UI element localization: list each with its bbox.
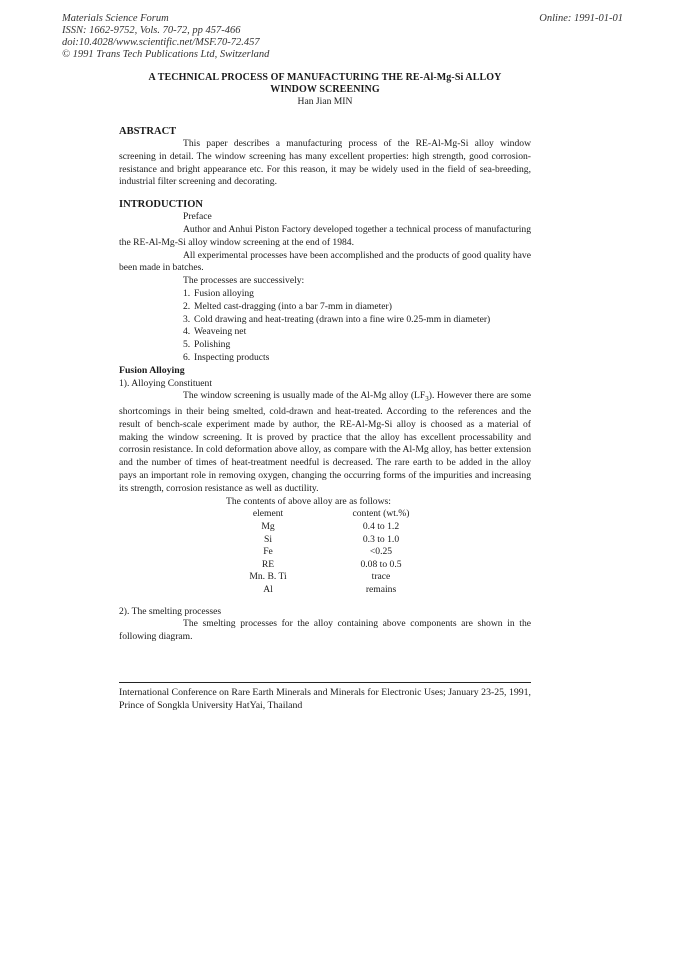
copyright-line: © 1991 Trans Tech Publications Ltd, Switzerland [62, 49, 270, 60]
list-item: 3. Cold drawing and heat-treating (drawn into a fine wire 0.25-mm in diameter) [183, 313, 491, 325]
table-header-row: element content (wt.%) [252, 508, 410, 520]
table-row: Mn. B. Ti trace [249, 571, 391, 583]
list-item: 2. Melted cast-dragging (into a bar 7-mm in diameter) [183, 300, 392, 312]
preface-label: Preface [183, 211, 212, 223]
alloying-constituent-subheading: 1). Alloying Constituent [119, 377, 213, 389]
issn-line: ISSN: 1662-9752, Vols. 70-72, pp 457-466 [62, 25, 241, 36]
smelting-paragraph: The smelting processes for the alloy containing above components are shown in the following diagram. [119, 618, 531, 643]
title-line-2: WINDOW SCREENING [270, 84, 380, 95]
steps-intro: The processes are successively: [183, 275, 305, 287]
smelting-subheading: 2). The smelting processes [119, 605, 222, 617]
author-name: Han Jian MIN [297, 96, 353, 107]
table-caption: The contents of above alloy are as follows: [226, 495, 391, 507]
table-row: Si 0.3 to 1.0 [263, 533, 400, 545]
paper-body [119, 72, 531, 644]
process-steps-list [119, 288, 531, 365]
table-row: RE 0.08 to 0.5 [261, 558, 402, 570]
journal-header [62, 13, 269, 61]
list-item: 1. Fusion alloying [183, 287, 254, 299]
abstract-text: This paper describes a manufacturing process of the RE-Al-Mg-Si alloy window screening in detail. The window screening has many excellent properties: high strength, good corrosion-resistance and bright appearance etc. For this reason, it may be widely used in the field of sea-breeding, industrial filter screening and decorating. [119, 138, 531, 188]
fusion-alloying-heading: Fusion Alloying [119, 364, 185, 376]
intro-paragraph-2: All experimental processes have been accomplished and the products of good quality have been made in batches. [119, 249, 531, 274]
conference-footnote: International Conference on Rare Earth Minerals and Minerals for Electronic Uses; January 23-25, 1991, Prince of Songkla University HatYai, Thailand [119, 687, 531, 711]
table-row: Fe <0.25 [263, 546, 393, 558]
abstract-heading: ABSTRACT [119, 126, 177, 137]
composition-table [235, 508, 461, 596]
footer-divider [119, 682, 531, 683]
alloying-paragraph: The window screening is usually made of the Al-Mg alloy $(LF_3)$. However there are some shortcomings in their being smelted, cold-drawn and heat-treated. According to the references and the result of bench-scale experiment made by author, the RE-Al-Mg-Si alloy is choosed as a material of making the window screening. It is proved by practice that the alloy has excellent processability and corrosin resistance. In cold deformation above alloy, as compare with the Al-Mg alloy, has better extension and the number of times of heat-treatment needful is decreased. The rare earth to be added in the alloy pays an important role in removing oxygen, changing the occurring forms of the impurities and increasing its strength, corrosion resistance as well as ductility. [119, 390, 531, 494]
list-item: 6. Inspecting products [183, 351, 270, 363]
list-item: 4. Weaveing net [183, 326, 247, 338]
paper-title [119, 72, 531, 96]
table-row: Al remains [263, 583, 397, 595]
journal-name: Materials Science Forum [62, 13, 169, 24]
doi-line[interactable]: doi:10.4028/www.scientific.net/MSF.70-72.457 [62, 37, 260, 48]
introduction-heading: INTRODUCTION [119, 199, 204, 211]
online-date: Online: 1991-01-01 [539, 13, 623, 24]
list-item: 5. Polishing [183, 339, 231, 351]
intro-paragraph-1: Author and Anhui Piston Factory developed together a technical process of manufacturing the RE-Al-Mg-Si alloy window screening at the end of 1984. [119, 223, 531, 248]
table-row: Mg 0.4 to 1.2 [261, 521, 400, 533]
title-line-1: A TECHNICAL PROCESS OF MANUFACTURING THE RE-Al-Mg-Si ALLOY [148, 72, 502, 83]
